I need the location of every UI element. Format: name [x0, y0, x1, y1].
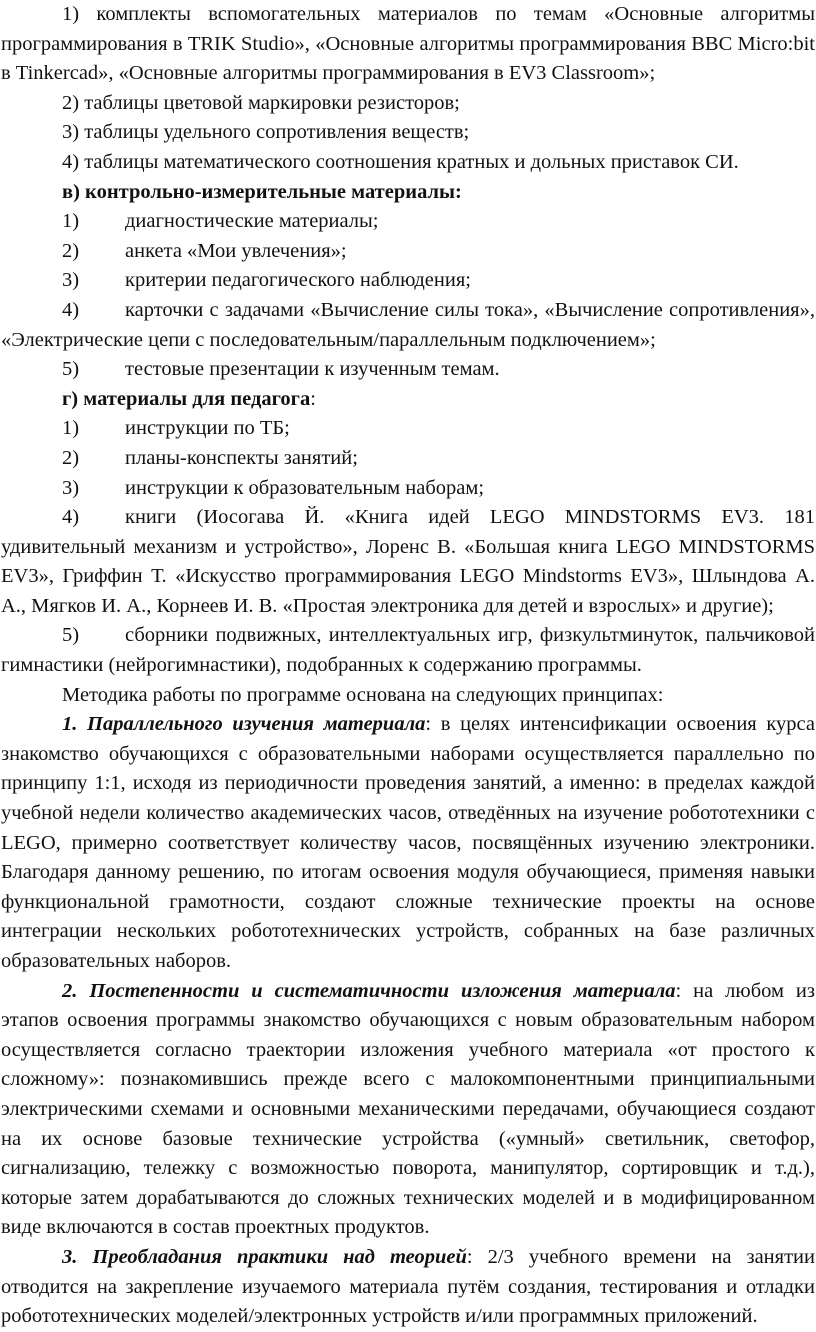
list-item	[1, 355, 815, 385]
list-number: 3)	[62, 269, 80, 292]
list-item	[1, 296, 815, 355]
methods-intro: Методика работы по программе основана на следующих принципах:	[62, 683, 664, 706]
list-number: 2)	[62, 239, 80, 262]
list-item	[1, 474, 815, 504]
list-item	[1, 414, 815, 444]
section-heading-teacher-materials	[1, 385, 815, 415]
list-number: 5)	[62, 358, 80, 381]
list-text: книги (Иосогава Й. «Книга идей LEGO MINDSTORMS EV3. 181 удивительный механизм и устройство», Лоренс В. «Большая книга LEGO MINDSTORMS EV3», Гриффин Т. «Искусство программирования LEGO Mindstorms EV3», Шлындова А. А., Мягков И. А., Корнеев И. В. «Простая электроника для детей и взрослых» и другие);	[1, 506, 815, 617]
list-text: сборники подвижных, интеллектуальных игр, физкультминуток, пальчиковой гимнастики (нейрогимнастики), подобранных к содержанию программы.	[1, 624, 815, 677]
section-heading-text: г) материалы для педагога	[62, 387, 311, 410]
list-item	[1, 444, 815, 474]
list-item-resistivity-table: 3) таблицы удельного сопротивления веществ;	[62, 121, 470, 144]
section-heading-text: в) контрольно-измерительные материалы:	[62, 180, 462, 203]
list-number: 2)	[62, 446, 80, 469]
list-item	[1, 207, 815, 237]
principle-text: : 2/3 учебного времени на занятии отводится на закрепление изучаемого материала путём создания, тестирования и отладки робототехнических моделей/электронных устройств и/или программных приложений.	[1, 1245, 815, 1328]
list-item	[1, 266, 815, 296]
list-number: 4)	[62, 298, 80, 321]
list-item	[1, 237, 815, 267]
list-text: планы-конспекты занятий;	[125, 446, 358, 469]
section-heading-control-materials	[1, 178, 815, 208]
list-number: 1)	[62, 417, 80, 440]
list-text: критерии педагогического наблюдения;	[125, 269, 471, 292]
list-number: 1)	[62, 210, 80, 233]
list-text: тестовые презентации к изученным темам.	[125, 358, 500, 381]
principle-title: 1. Параллельного изучения материала	[62, 713, 426, 736]
list-text: инструкции по ТБ;	[125, 417, 290, 440]
list-text: диагностические материалы;	[125, 210, 379, 233]
list-text: инструкции к образовательным наборам;	[125, 476, 485, 499]
list-number: 5)	[62, 624, 80, 647]
list-item	[1, 621, 815, 680]
principle-text: : на любом из этапов освоения программы знакомство обучающихся с новым образовательным набором осуществляется согласно траектории изложения учебного материала «от простого к сложному»: познакомившись прежде всего с малокомпонентными принципиальными электрическими схемами и основными механическими передачами, обучающиеся создают на их основе базовые технические устройства («умный» светильник, светофор, сигнализацию, тележку с возможностью поворота, манипулятор, сортировщик и т.д.), которые затем дорабатываются до сложных технических моделей и в модифицированном виде включаются в состав проектных продуктов.	[1, 979, 815, 1239]
list-item	[1, 503, 815, 621]
list-number: 4)	[62, 506, 80, 529]
principle-paragraph	[1, 1243, 815, 1332]
list-item-si-prefix-table: 4) таблицы математического соотношения кратных и дольных приставок СИ.	[62, 150, 739, 173]
principle-paragraph	[1, 977, 815, 1243]
principle-title: 2. Постепенности и систематичности изложения материала	[62, 979, 676, 1002]
principle-text: : в целях интенсификации освоения курса знакомство обучающихся с образовательными наборами осуществляется параллельно по принципу 1:1, исходя из периодичности проведения занятий, а именно: в пределах каждой учебной недели количество академических часов, отведённых на изучение робототехники с LEGO, примерно соответствует количеству часов, посвящённых изучению электроники. Благодаря данному решению, по итогам освоения модуля обучающиеся, применяя навыки функциональной грамотности, создают сложные технические проекты на основе интеграции нескольких робототехнических устройств, собранных на базе различных образовательных наборов.	[1, 713, 816, 972]
list-item-resistor-table: 2) таблицы цветовой маркировки резисторов;	[62, 91, 460, 114]
principle-paragraph	[1, 710, 815, 976]
section-heading-suffix: :	[310, 387, 316, 410]
list-number: 3)	[62, 476, 80, 499]
principle-title: 3. Преобладания практики над теорией	[62, 1245, 467, 1268]
list-item-kits: 1) комплекты вспомогательных материалов по темам «Основные алгоритмы программирования в TRIK Studio», «Основные алгоритмы программирования BBC Micro:bit в Tinkercad», «Основные алгоритмы программирования в EV3 Classroom»;	[1, 3, 815, 85]
list-text: анкета «Мои увлечения»;	[125, 239, 347, 262]
list-text: карточки с задачами «Вычисление силы тока», «Вычисление сопротивления», «Электрические цепи с последовательным/параллельным подключением»;	[1, 298, 815, 351]
